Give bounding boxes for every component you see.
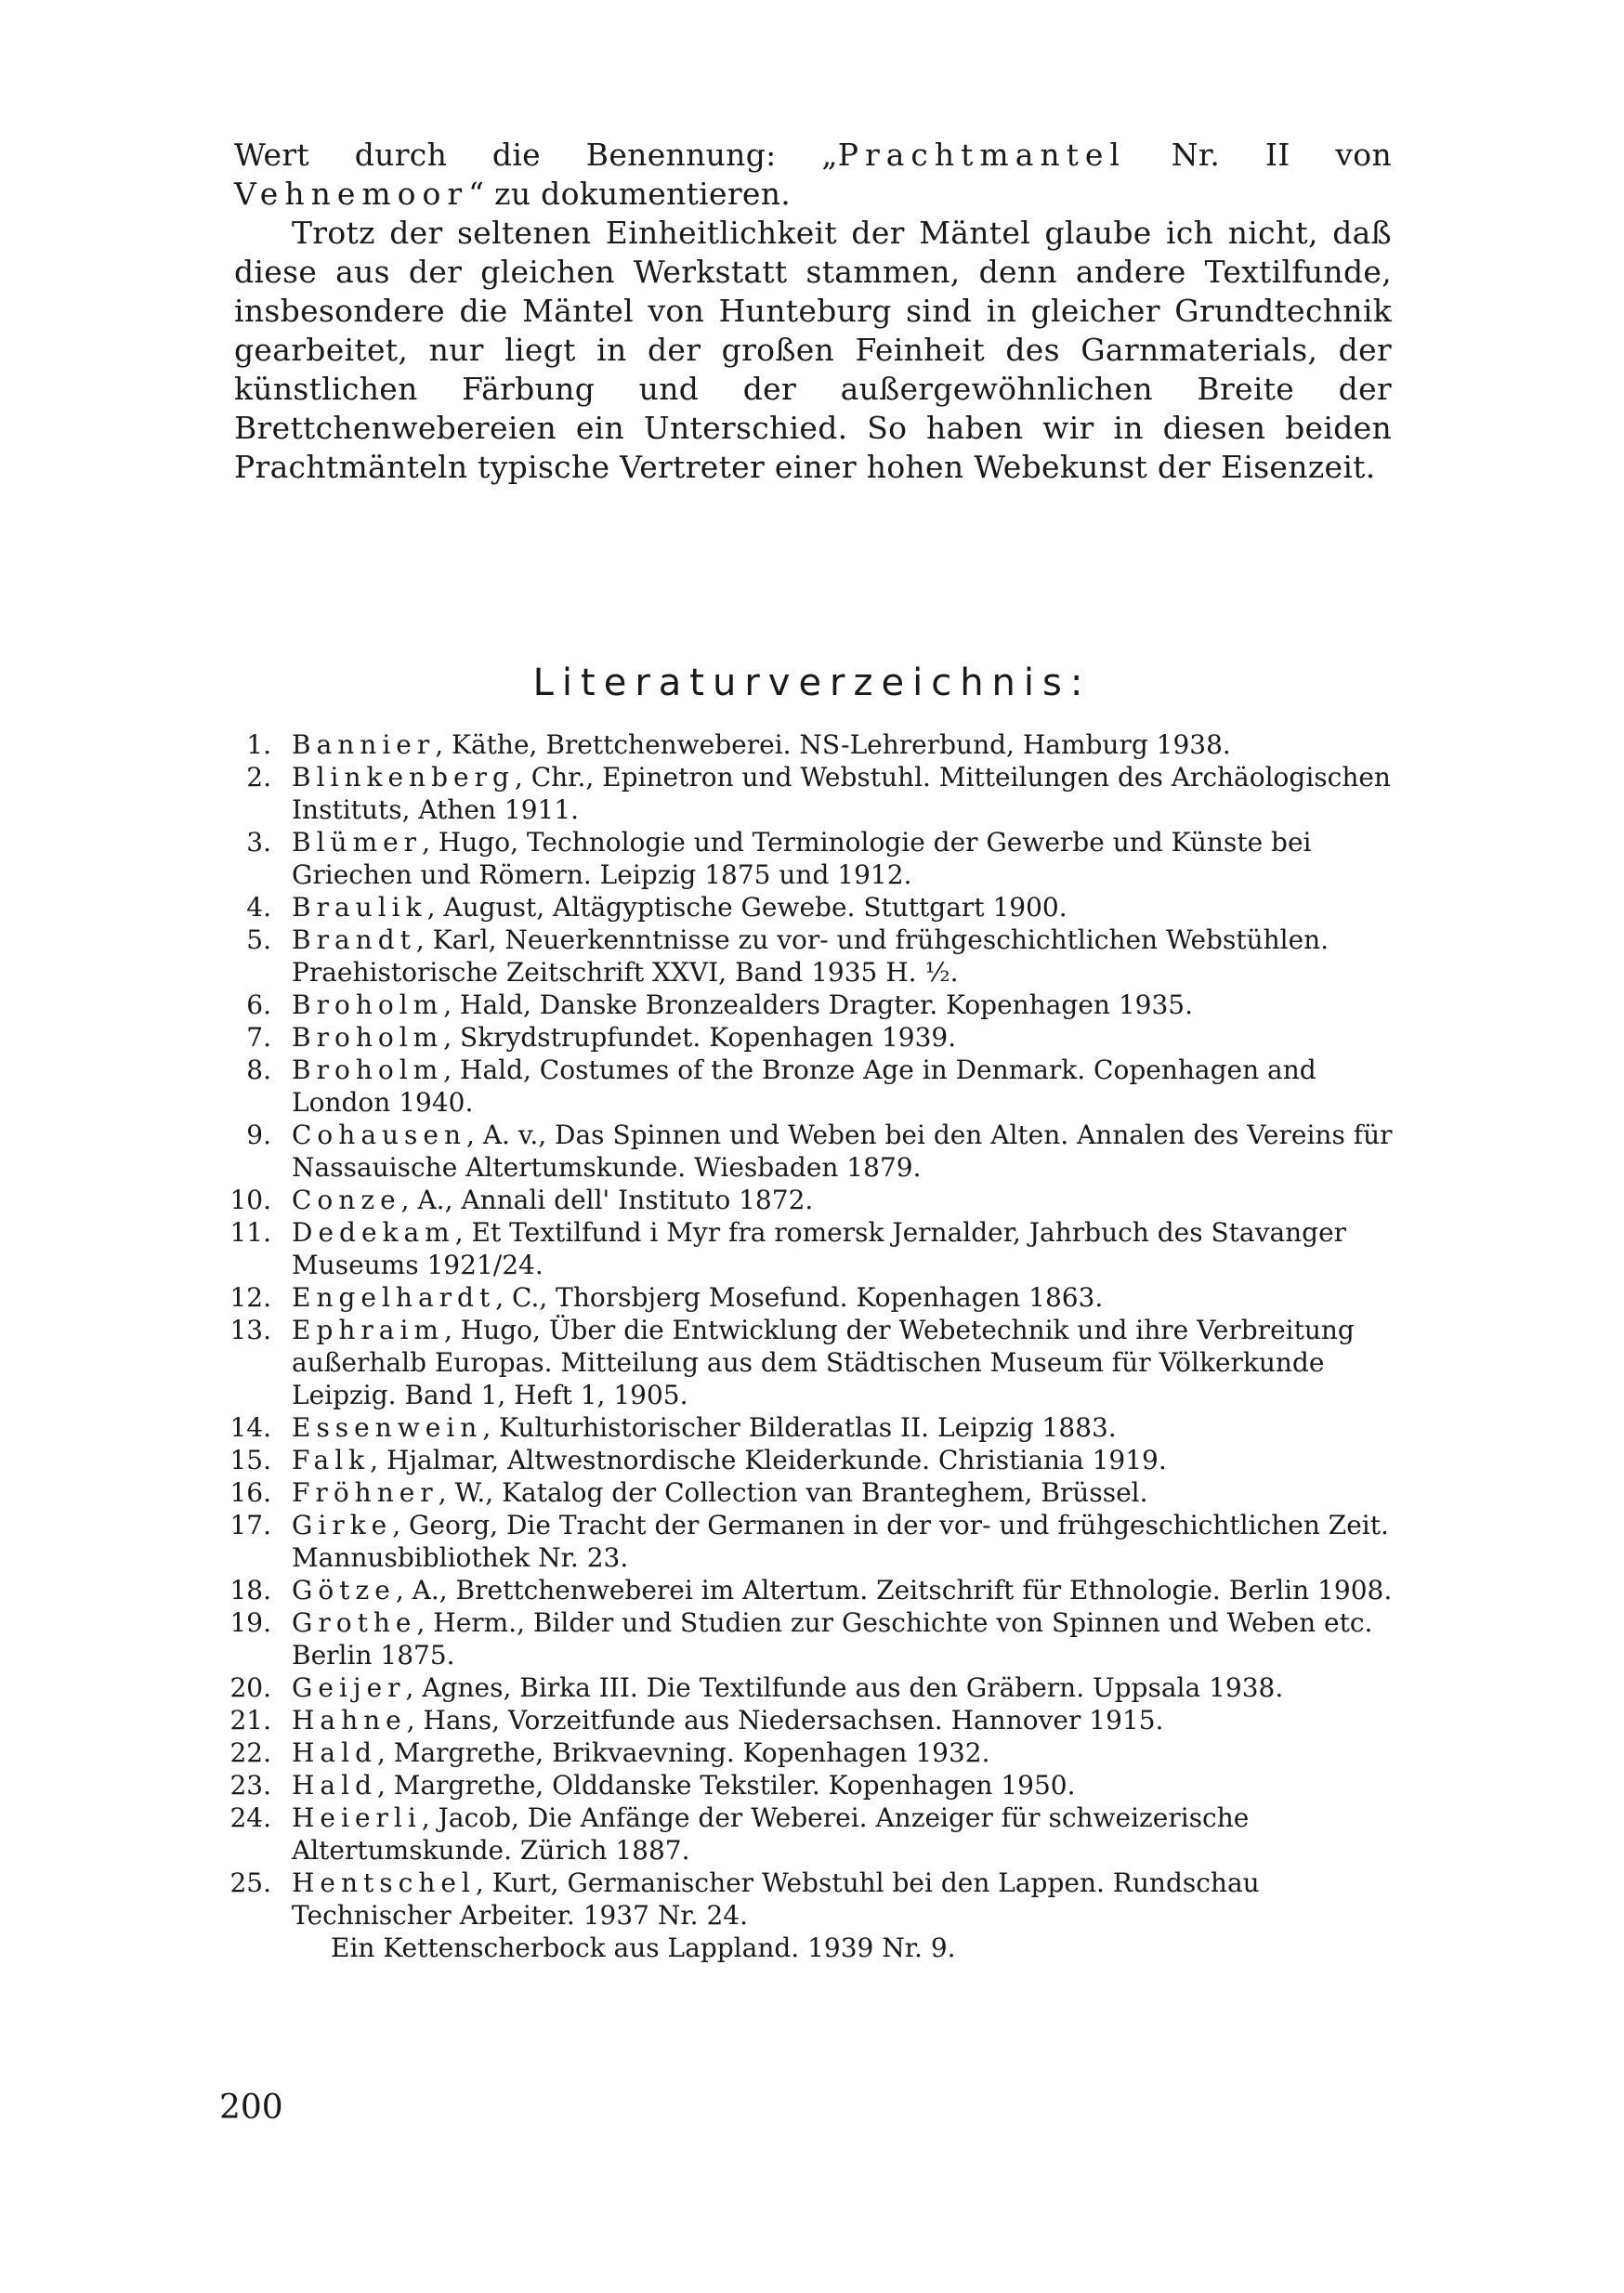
bibliography-entry [227, 1704, 1399, 1736]
bibliography-entry [227, 826, 1399, 891]
paragraph-2: Trotz der seltenen Einheitlichkeit der Mäntel glaube ich nicht, daß diese aus der gleichen Werkstatt stammen, denn andere Textilfunde, insbesondere die Mäntel von Hunteburg sind in gleicher Grundtechnik gearbeitet, nur liegt in der großen Feinheit des Garnmaterials, der künstlichen Färbung und der außergewöhnlichen Breite der Brettchenwebereien ein Unterschied. So haben wir in diesen beiden Prachtmänteln typische Vertreter einer hohen Webekunst der Eisenzeit. [234, 215, 1392, 485]
bibliography-entry [227, 1184, 1399, 1216]
entry-text: , Skrydstrupfundet. Kopenhagen 1939. [443, 1022, 957, 1053]
entry-number: 12. [229, 1282, 271, 1313]
entry-number: 5. [246, 924, 271, 955]
spaced-term-vehnemoor: Vehnemoor [234, 176, 469, 212]
entry-author: Braulik [292, 892, 427, 923]
entry-number: 10. [229, 1185, 271, 1215]
entry-text: , A., Annali dell' Instituto 1872. [400, 1185, 814, 1215]
entry-text: , A., Brettchenweberei im Altertum. Zeitschrift für Ethnologie. Berlin 1908. [395, 1575, 1393, 1605]
bibliography-entry [227, 728, 1399, 761]
entry-text: , Margrethe, Olddanske Tekstiler. Kopenhagen 1950. [377, 1770, 1076, 1801]
entry-author: Broholm [292, 1055, 444, 1085]
bibliography-entry [227, 1736, 1399, 1769]
bibliography-entry [227, 1444, 1399, 1476]
entry-number: 22. [229, 1737, 271, 1768]
bibliography-entry [227, 924, 1399, 989]
entry-author: Ephraim [292, 1315, 444, 1345]
entry-author: Hald [292, 1770, 377, 1801]
entry-author: Cohausen [292, 1120, 467, 1150]
entry-author: Bannier [292, 729, 436, 760]
spaced-term-prachtmantel: Prachtmantel [837, 137, 1126, 173]
entry-text: , Margrethe, Brikvaevning. Kopenhagen 1932. [377, 1737, 990, 1768]
entry-author: Fröhner [292, 1477, 439, 1508]
bibliography-entry [227, 1671, 1399, 1704]
entry-number: 2. [246, 762, 271, 793]
entry-author: Engelhardt [292, 1282, 496, 1313]
entry-author: Grothe [292, 1607, 417, 1638]
bibliography-entry [227, 891, 1399, 924]
entry-number: 17. [229, 1510, 271, 1540]
entry-text: , Karl, Neuerkenntnisse zu vor- und frühgeschichtlichen Webstühlen. Praehistorische Zeitschrift XXVI, Band 1935 H. ½. [292, 924, 1329, 988]
entry-number: 24. [229, 1802, 271, 1833]
bibliography-list [227, 728, 1399, 1964]
entry-number: 16. [229, 1477, 271, 1508]
entry-author: Götze [292, 1575, 396, 1605]
entry-author: Hentschel [292, 1867, 476, 1898]
entry-text: , August, Altägyptische Gewebe. Stuttgart 1900. [426, 892, 1067, 923]
entry-author: Broholm [292, 989, 444, 1020]
entry-author: Heierli [292, 1802, 422, 1833]
bibliography-entry [227, 1769, 1399, 1802]
bibliography-entry [227, 1216, 1399, 1281]
entry-text: , Kulturhistorischer Bilderatlas II. Leipzig 1883. [482, 1412, 1117, 1443]
p1-suffix: “ zu dokumentieren. [468, 176, 792, 212]
entry-text: , Hans, Vorzeitfunde aus Niedersachsen. Hannover 1915. [406, 1705, 1164, 1736]
bibliography-entry [227, 761, 1399, 826]
entry-number: 15. [229, 1445, 271, 1475]
entry-author: Hald [292, 1737, 377, 1768]
entry-author: Conze [292, 1185, 401, 1215]
entry-text: , Hald, Danske Bronzealders Dragter. Kopenhagen 1935. [443, 989, 1194, 1020]
bibliography-entry [227, 1574, 1399, 1606]
paragraph-1 [234, 136, 1392, 214]
entry-text: , Herm., Bilder und Studien zur Geschichte von Spinnen und Weben etc. Berlin 1875. [292, 1607, 1373, 1671]
entry-number: 8. [246, 1055, 271, 1085]
entry-author: Geijer [292, 1672, 406, 1703]
entry-continuation: Ein Kettenscherbock aus Lappland. 1939 Nr. 9. [331, 1933, 956, 1963]
entry-text: , Kurt, Germanischer Webstuhl bei den Lappen. Rundschau Technischer Arbeiter. 1937 Nr. 24. [292, 1867, 1260, 1931]
entry-text: , Käthe, Brettchenweberei. NS-Lehrerbund, Hamburg 1938. [435, 729, 1231, 760]
entry-number: 1. [246, 729, 271, 760]
entry-number: 14. [229, 1412, 271, 1443]
bibliography-entry [227, 1021, 1399, 1054]
page-number: 200 [219, 2089, 283, 2127]
entry-text: , Chr., Epinetron und Webstuhl. Mitteilungen des Archäologischen Instituts, Athen 1911. [292, 762, 1391, 825]
bibliography-entry [227, 1867, 1399, 1964]
entry-number: 21. [229, 1705, 271, 1736]
bibliography-entry [227, 1476, 1399, 1509]
section-heading: Literaturverzeichnis: [532, 662, 1092, 704]
entry-text: , Hjalmar, Altwestnordische Kleiderkunde. Christiania 1919. [370, 1445, 1167, 1475]
bibliography-entry [227, 1119, 1399, 1184]
entry-text: , W., Katalog der Collection van Branteghem, Brüssel. [438, 1477, 1148, 1508]
entry-text: , Georg, Die Tracht der Germanen in der vor- und frühgeschichtlichen Zeit. Mannusbibliothek Nr. 23. [292, 1510, 1389, 1573]
entry-author: Hahne [292, 1705, 407, 1736]
entry-number: 4. [246, 892, 271, 923]
bibliography-entry [227, 1509, 1399, 1574]
entry-text: , Hugo, Über die Entwicklung der Webetechnik und ihre Verbreitung außerhalb Europas. Mitteilung aus dem Städtischen Museum für Völkerkunde Leipzig. Band 1, Heft 1, 1905. [292, 1315, 1355, 1410]
entry-number: 6. [246, 989, 271, 1020]
entry-text: , Jacob, Die Anfänge der Weberei. Anzeiger für schweizerische Altertumskunde. Zürich 1887. [292, 1802, 1250, 1866]
entry-number: 23. [229, 1770, 271, 1801]
bibliography-entry [227, 1314, 1399, 1411]
entry-author: Dedekam [292, 1217, 455, 1248]
entry-author: Essenwein [292, 1412, 483, 1443]
entry-text: , Agnes, Birka III. Die Textilfunde aus den Gräbern. Uppsala 1938. [405, 1672, 1284, 1703]
entry-number: 13. [229, 1315, 271, 1345]
entry-number: 18. [229, 1575, 271, 1605]
entry-number: 11. [229, 1217, 271, 1248]
bibliography-entry [227, 1606, 1399, 1671]
body-text [234, 136, 1392, 487]
entry-text: , A. v., Das Spinnen und Weben bei den Alten. Annalen des Vereins für Nassauische Altertumskunde. Wiesbaden 1879. [292, 1120, 1393, 1183]
entry-number: 3. [246, 827, 271, 858]
entry-number: 7. [246, 1022, 271, 1053]
bibliography-entry [227, 1411, 1399, 1444]
bibliography-entry [227, 989, 1399, 1021]
entry-number: 25. [229, 1867, 271, 1898]
bibliography-entry [227, 1802, 1399, 1867]
entry-author: Blinkenberg [292, 762, 515, 793]
p1-mid: Nr. II von [1125, 137, 1392, 173]
entry-text: , Et Textilfund i Myr fra romersk Jernalder, Jahrbuch des Stavanger Museums 1921/24. [292, 1217, 1347, 1280]
p1-prefix: Wert durch die Benennung: „ [234, 137, 838, 173]
entry-number: 20. [229, 1672, 271, 1703]
entry-text: , Hugo, Technologie und Terminologie der Gewerbe und Künste bei Griechen und Römern. Leipzig 1875 und 1912. [292, 827, 1312, 890]
entry-author: Falk [292, 1445, 371, 1475]
entry-number: 19. [229, 1607, 271, 1638]
entry-text: , C., Thorsbjerg Mosefund. Kopenhagen 1863. [495, 1282, 1104, 1313]
entry-author: Broholm [292, 1022, 444, 1053]
bibliography-entry [227, 1281, 1399, 1314]
bibliography-entry [227, 1054, 1399, 1119]
entry-number: 9. [246, 1120, 271, 1150]
entry-author: Brandt [292, 924, 416, 955]
entry-author: Girke [292, 1510, 393, 1540]
entry-text: , Hald, Costumes of the Bronze Age in Denmark. Copenhagen and London 1940. [292, 1055, 1316, 1118]
entry-author: Blümer [292, 827, 423, 858]
